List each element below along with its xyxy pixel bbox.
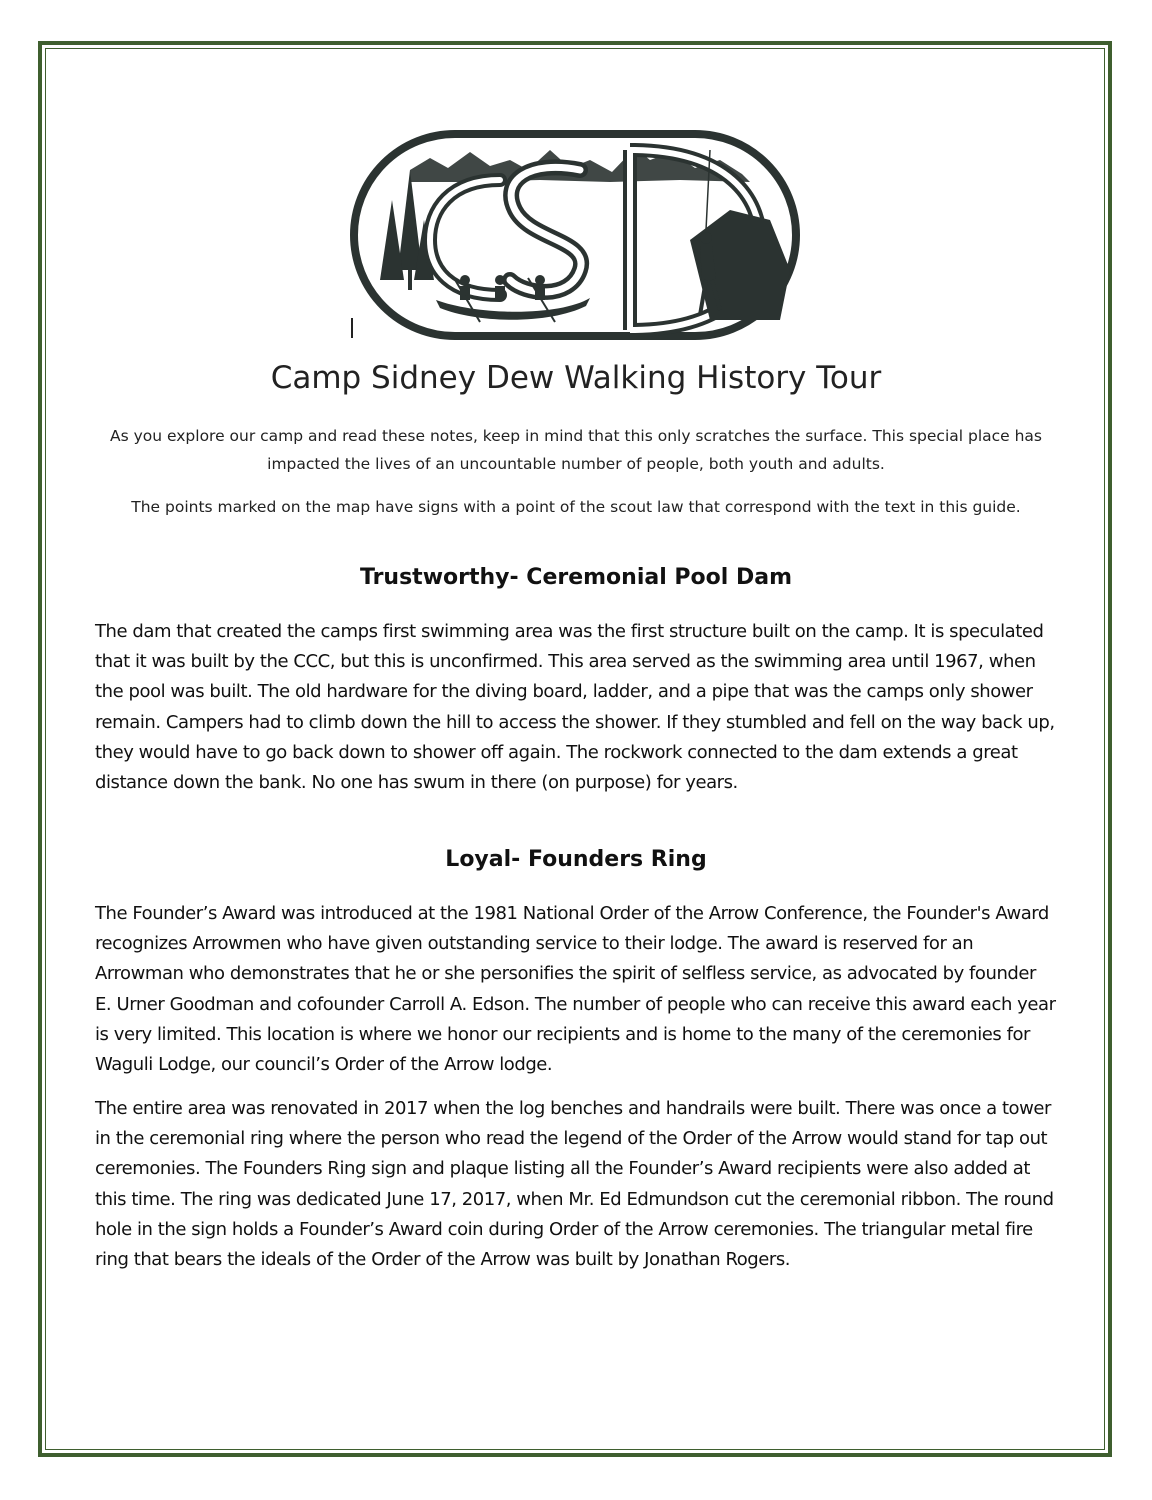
camp-logo	[350, 130, 800, 340]
text-cursor	[351, 318, 353, 338]
section-heading-loyal: Loyal- Founders Ring	[445, 847, 707, 872]
intro-paragraph: As you explore our camp and read these notes, keep in mind that this only scratches the surface. This special place has impacted the lives of an uncountable number of people, both youth and adults.	[109, 427, 1043, 473]
section-paragraph: The dam that created the camps first swimming area was the first structure built on the camp. It is speculated that it was built by the CCC, but this is unconfirmed. This area served as the swimming area until 1967, when the pool was built. The old hardware for the diving board, ladder, and a pipe that was the camps only shower remain. Campers had to climb down the hill to access the shower. If they stumbled and fell on the way back up, they would have to go back down to shower off again. The rockwork connected to the dam extends a great distance down the bank. No one has swum in there (on purpose) for years.	[95, 621, 1055, 794]
section-paragraph: The entire area was renovated in 2017 when the log benches and handrails were built. There was once a tower in the ceremonial ring where the person who read the legend of the Order of the Arrow would stand for tap out ceremonies. The Founders Ring sign and plaque listing all the Founder’s Award recipients were also added at this time. The ring was dedicated June 17, 2017, when Mr. Ed Edmundson cut the ceremonial ribbon. The round hole in the sign holds a Founder’s Award coin during Order of the Arrow ceremonies. The triangular metal fire ring that bears the ideals of the Order of the Arrow was built by Jonathan Rogers.	[95, 1098, 1054, 1271]
section-paragraph: The Founder’s Award was introduced at the 1981 National Order of the Arrow Conference, the Founder's Award recognizes Arrowmen who have given outstanding service to their lodge. The award is reserved for an Arrowman who demonstrates that he or she personifies the spirit of selfless service, as advocated by founder E. Urner Goodman and cofounder Carroll A. Edson. The number of people who can receive this award each year is very limited. This location is where we honor our recipients and is home to the many of the ceremonies for Waguli Lodge, our council’s Order of the Arrow lodge.	[95, 903, 1056, 1076]
page-title: Camp Sidney Dew Walking History Tour	[270, 360, 882, 396]
section-heading-trustworthy: Trustworthy- Ceremonial Pool Dam	[359, 565, 793, 590]
intro-paragraph: The points marked on the map have signs with a point of the scout law that correspond with the text in this guide.	[131, 498, 1021, 516]
